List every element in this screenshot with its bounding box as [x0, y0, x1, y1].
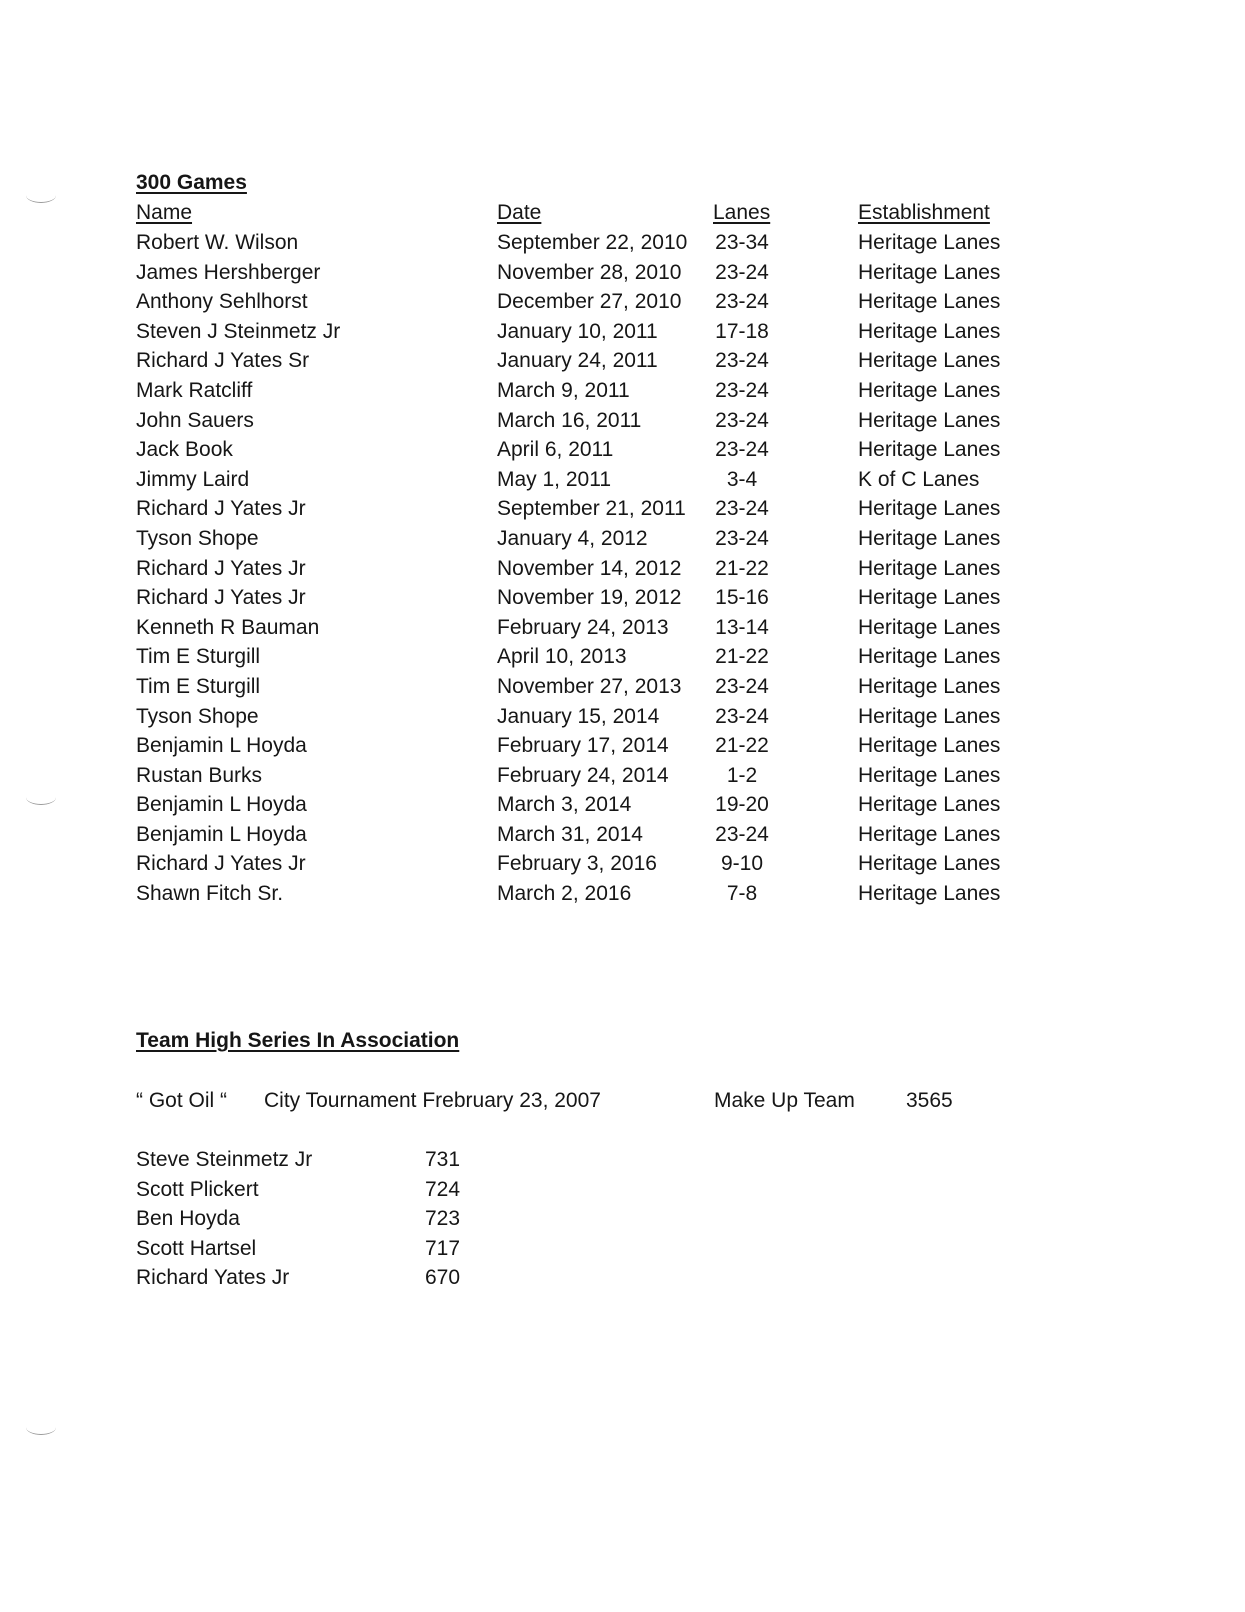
lanes-value: 23-24	[715, 497, 769, 521]
player-name: Kenneth R Bauman	[136, 615, 320, 639]
game-date: September 22, 2010	[497, 231, 688, 254]
establishment-name: Heritage Lanes	[858, 556, 1001, 580]
establishment-name: Heritage Lanes	[858, 260, 1001, 284]
table-row	[0, 349, 1245, 379]
establishment-name: Heritage Lanes	[858, 822, 1001, 846]
table-row	[0, 290, 1245, 320]
column-header-lanes: Lanes	[713, 201, 771, 224]
player-name: Benjamin L Hoyda	[136, 822, 307, 846]
table-row	[0, 320, 1245, 350]
table-row	[0, 793, 1245, 823]
list-item	[0, 1237, 700, 1267]
member-name: Scott Hartsel	[136, 1236, 257, 1260]
table-row	[0, 616, 1245, 646]
lanes-value: 23-24	[715, 378, 769, 402]
establishment-name: Heritage Lanes	[858, 882, 1001, 906]
game-date: March 3, 2014	[497, 793, 632, 817]
player-name: John Sauers	[136, 408, 254, 432]
game-date: March 9, 2011	[497, 378, 630, 402]
game-date: January 4, 2012	[497, 526, 648, 550]
table-row	[0, 764, 1245, 794]
team-event: City Tournament Frebruary 23, 2007	[264, 1089, 601, 1112]
lanes-value: 23-24	[715, 438, 769, 462]
table-row	[0, 438, 1245, 468]
lanes-value: 23-24	[715, 260, 769, 284]
establishment-name: Heritage Lanes	[858, 438, 1001, 462]
lanes-value: 13-14	[715, 615, 769, 639]
game-date: April 6, 2011	[497, 438, 614, 462]
establishment-name: Heritage Lanes	[858, 319, 1001, 343]
lanes-value: 1-2	[726, 763, 758, 787]
establishment-name: Heritage Lanes	[858, 349, 1001, 373]
player-name: Mark Ratcliff	[136, 378, 253, 402]
column-header-name: Name	[136, 201, 193, 224]
lanes-value: 19-20	[715, 793, 769, 817]
player-name: Jimmy Laird	[136, 467, 250, 491]
establishment-name: Heritage Lanes	[858, 674, 1001, 698]
player-name: James Hershberger	[136, 260, 321, 284]
lanes-value: 21-22	[715, 556, 769, 580]
player-name: Richard J Yates Sr	[136, 349, 310, 373]
column-header-establishment: Establishment	[858, 201, 990, 224]
member-score: 717	[425, 1236, 461, 1260]
game-date: February 17, 2014	[497, 734, 669, 758]
establishment-name: Heritage Lanes	[858, 852, 1001, 876]
lanes-value: 23-34	[715, 231, 769, 254]
establishment-name: Heritage Lanes	[858, 615, 1001, 639]
player-name: Tyson Shope	[136, 704, 259, 728]
table-row	[0, 645, 1245, 675]
game-date: December 27, 2010	[497, 290, 682, 314]
game-date: September 21, 2011	[497, 497, 686, 521]
establishment-name: Heritage Lanes	[858, 793, 1001, 817]
table-row	[0, 882, 1245, 912]
member-name: Ben Hoyda	[136, 1207, 240, 1231]
establishment-name: Heritage Lanes	[858, 645, 1001, 669]
player-name: Shawn Fitch Sr.	[136, 882, 284, 906]
lanes-value: 23-24	[715, 674, 769, 698]
table-row	[0, 468, 1245, 498]
game-date: January 24, 2011	[497, 349, 658, 373]
list-item	[0, 1266, 700, 1296]
player-name: Jack Book	[136, 438, 233, 462]
lanes-value: 23-24	[715, 822, 769, 846]
establishment-name: Heritage Lanes	[858, 763, 1001, 787]
player-name: Rustan Burks	[136, 763, 263, 787]
table-row	[0, 705, 1245, 735]
player-name: Richard J Yates Jr	[136, 586, 306, 610]
team-type: Make Up Team	[714, 1089, 855, 1112]
game-date: March 16, 2011	[497, 408, 642, 432]
table-row	[0, 586, 1245, 616]
game-date: November 28, 2010	[497, 260, 682, 284]
table-row	[0, 497, 1245, 527]
player-name: Tim E Sturgill	[136, 645, 261, 669]
member-name: Richard Yates Jr	[136, 1266, 290, 1290]
punch-hole-mark	[26, 1420, 56, 1435]
lanes-value: 23-24	[715, 704, 769, 728]
game-date: February 24, 2014	[497, 763, 669, 787]
lanes-value: 21-22	[715, 734, 769, 758]
table-row	[0, 852, 1245, 882]
table-row	[0, 527, 1245, 557]
game-date: April 10, 2013	[497, 645, 627, 669]
lanes-value: 3-4	[726, 467, 758, 491]
punch-hole-mark	[26, 188, 56, 203]
team-total: 3565	[906, 1089, 953, 1112]
player-name: Benjamin L Hoyda	[136, 734, 307, 758]
list-item	[0, 1207, 700, 1237]
game-date: March 2, 2016	[497, 882, 632, 906]
player-name: Richard J Yates Jr	[136, 852, 306, 876]
table-row	[0, 675, 1245, 705]
establishment-name: Heritage Lanes	[858, 231, 1001, 254]
lanes-value: 23-24	[715, 290, 769, 314]
lanes-value: 15-16	[715, 586, 769, 610]
player-name: Steven J Steinmetz Jr	[136, 319, 341, 343]
list-item	[0, 1148, 700, 1178]
table-row	[0, 409, 1245, 439]
table-row	[0, 231, 1245, 261]
member-score: 723	[425, 1207, 461, 1231]
game-date: February 3, 2016	[497, 852, 657, 876]
game-date: March 31, 2014	[497, 822, 643, 846]
establishment-name: Heritage Lanes	[858, 290, 1001, 314]
member-name: Scott Plickert	[136, 1177, 259, 1201]
player-name: Tyson Shope	[136, 526, 259, 550]
establishment-name: Heritage Lanes	[858, 586, 1001, 610]
member-name: Steve Steinmetz Jr	[136, 1148, 313, 1171]
lanes-value: 9-10	[720, 852, 764, 876]
section-title-team-high-series: Team High Series In Association	[136, 1029, 460, 1052]
establishment-name: Heritage Lanes	[858, 526, 1001, 550]
game-date: November 27, 2013	[497, 674, 682, 698]
column-header-date: Date	[497, 201, 542, 224]
table-row	[0, 734, 1245, 764]
member-score: 731	[425, 1148, 461, 1171]
lanes-value: 23-24	[715, 526, 769, 550]
member-score: 670	[425, 1266, 461, 1290]
team-name: “ Got Oil “	[136, 1089, 228, 1112]
player-name: Benjamin L Hoyda	[136, 793, 307, 817]
table-row	[0, 261, 1245, 291]
table-row	[0, 823, 1245, 853]
table-row	[0, 557, 1245, 587]
table-row	[0, 379, 1245, 409]
game-date: February 24, 2013	[497, 615, 669, 639]
establishment-name: Heritage Lanes	[858, 408, 1001, 432]
player-name: Anthony Sehlhorst	[136, 290, 308, 314]
game-date: January 15, 2014	[497, 704, 660, 728]
player-name: Richard J Yates Jr	[136, 556, 306, 580]
game-date: January 10, 2011	[497, 319, 658, 343]
establishment-name: Heritage Lanes	[858, 704, 1001, 728]
team-members-list	[0, 1148, 700, 1296]
list-item	[0, 1178, 700, 1208]
lanes-value: 17-18	[715, 319, 769, 343]
establishment-name: K of C Lanes	[858, 467, 980, 491]
games-table	[0, 231, 1245, 912]
establishment-name: Heritage Lanes	[858, 497, 1001, 521]
lanes-value: 23-24	[715, 349, 769, 373]
lanes-value: 21-22	[715, 645, 769, 669]
player-name: Robert W. Wilson	[136, 231, 299, 254]
lanes-value: 7-8	[726, 882, 758, 906]
game-date: May 1, 2011	[497, 467, 612, 491]
section-title-300-games: 300 Games	[136, 171, 247, 194]
game-date: November 19, 2012	[497, 586, 682, 610]
game-date: November 14, 2012	[497, 556, 682, 580]
lanes-value: 23-24	[715, 408, 769, 432]
player-name: Tim E Sturgill	[136, 674, 261, 698]
establishment-name: Heritage Lanes	[858, 734, 1001, 758]
player-name: Richard J Yates Jr	[136, 497, 306, 521]
establishment-name: Heritage Lanes	[858, 378, 1001, 402]
member-score: 724	[425, 1177, 461, 1201]
